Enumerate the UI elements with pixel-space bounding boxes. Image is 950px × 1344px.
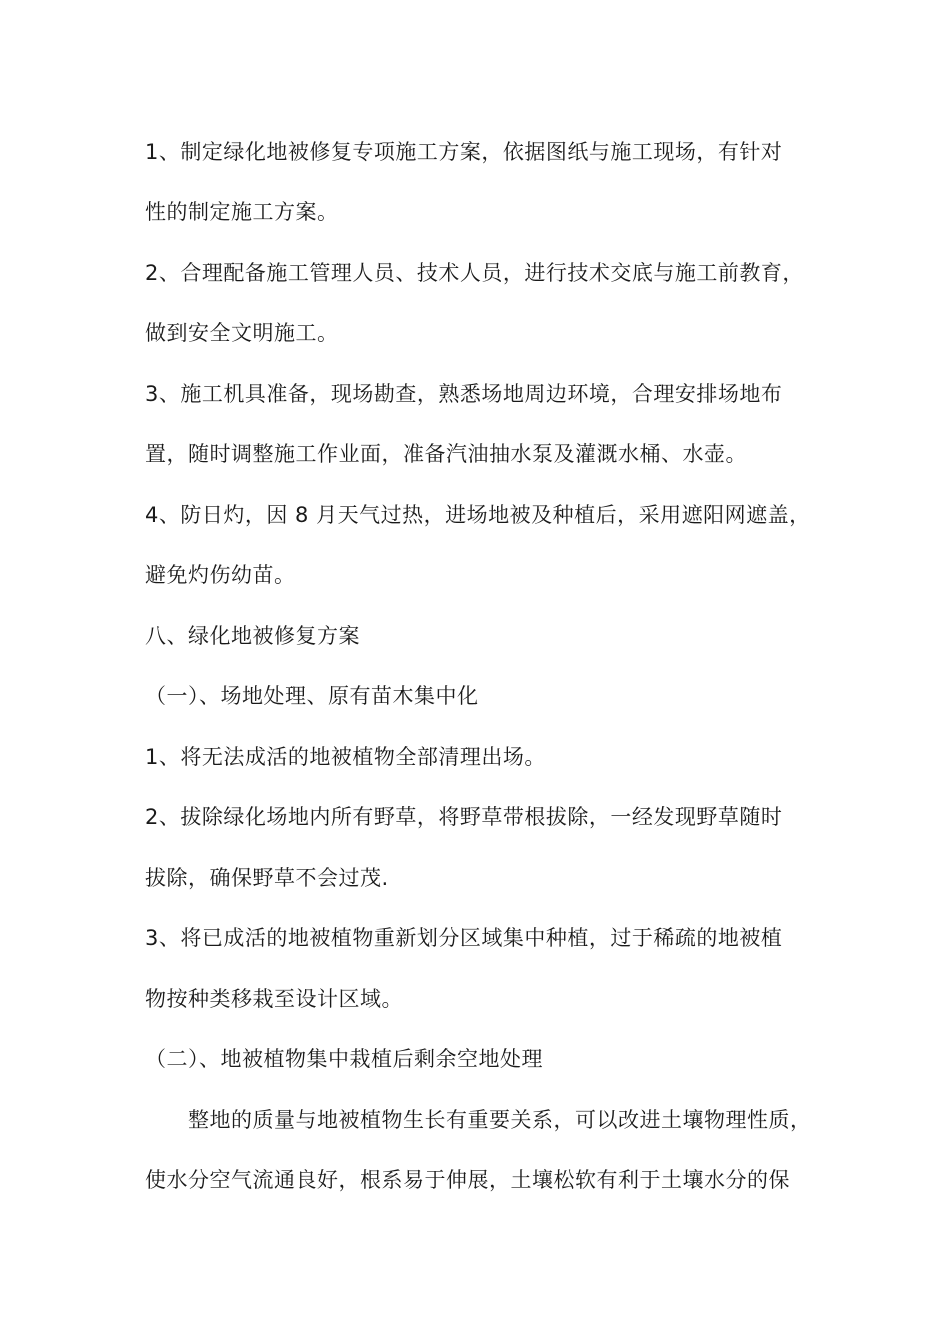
text-line: 物按种类移栽至设计区域。 bbox=[145, 987, 403, 1011]
text-line: 拔除，确保野草不会过茂. bbox=[145, 866, 389, 890]
text-line: 1、将无法成活的地被植物全部清理出场。 bbox=[145, 745, 546, 769]
text-line: 3、将已成活的地被植物重新划分区域集中种植，过于稀疏的地被植 bbox=[145, 926, 783, 950]
text-line: 性的制定施工方案。 bbox=[145, 200, 339, 224]
text-line: 4、防日灼，因 8 月天气过热，进场地被及种植后，采用遮阳网遮盖， bbox=[145, 503, 811, 527]
text-line: 避免灼伤幼苗。 bbox=[145, 563, 296, 587]
section-heading: 八、绿化地被修复方案 bbox=[145, 624, 360, 648]
paragraph-first-line: 整地的质量与地被植物生长有重要关系，可以改进土壤物理性质， bbox=[188, 1108, 812, 1132]
text-line: 使水分空气流通良好，根系易于伸展，土壤松软有利于土壤水分的保 bbox=[145, 1168, 790, 1192]
text-line: 3、施工机具准备，现场勘查，熟悉场地周边环境，合理安排场地布 bbox=[145, 382, 783, 406]
subsection-heading: （一）、场地处理、原有苗木集中化 bbox=[145, 684, 479, 708]
text-line: 置，随时调整施工作业面，准备汽油抽水泵及灌溉水桶、水壶。 bbox=[145, 442, 747, 466]
text-line: 做到安全文明施工。 bbox=[145, 321, 339, 345]
text-line: 2、拔除绿化场地内所有野草，将野草带根拔除，一经发现野草随时 bbox=[145, 805, 783, 829]
text-line: 2、合理配备施工管理人员、技术人员，进行技术交底与施工前教育， bbox=[145, 261, 804, 285]
subsection-heading: （二）、地被植物集中栽植后剩余空地处理 bbox=[145, 1047, 543, 1071]
text-line: 1、制定绿化地被修复专项施工方案，依据图纸与施工现场，有针对 bbox=[145, 140, 783, 164]
